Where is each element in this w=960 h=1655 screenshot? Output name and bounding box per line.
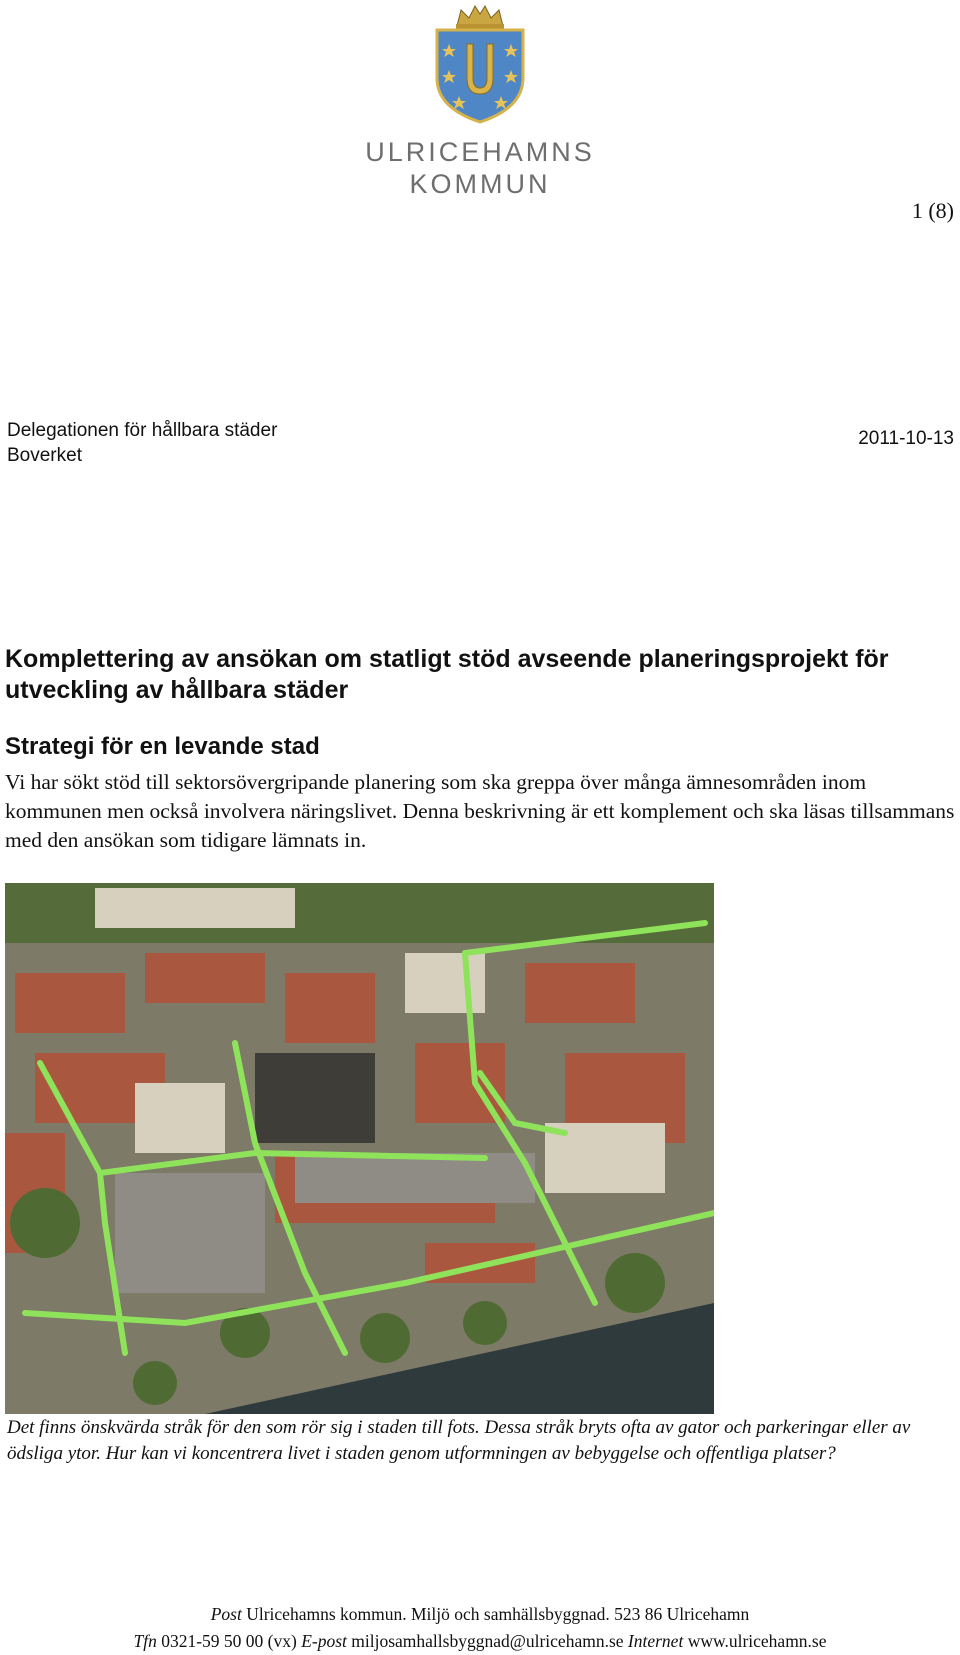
footer-post-label: Post — [210, 1604, 242, 1624]
footer-line-1 — [0, 1601, 960, 1628]
document-date: 2011-10-13 — [858, 428, 954, 449]
coat-of-arms-icon — [431, 0, 529, 124]
footer-post-text: Ulricehamns kommun. Miljö och samhällsbyggnad. 523 86 Ulricehamn — [246, 1604, 750, 1624]
intro-paragraph: Vi har sökt stöd till sektorsövergripande planering som ska greppa över många ämnesområden inom kommunen men också involvera näringslivet. Denna beskrivning är ett komplement och ska läsas tillsammans med den ansökan som tidigare lämnats in. — [5, 770, 955, 852]
footer-email-link[interactable]: miljosamhallsbyggnad@ulricehamn.se — [351, 1631, 624, 1651]
logo-line-2: KOMMUN — [409, 169, 551, 199]
recipient-line-1: Delegationen för hållbara städer — [7, 420, 278, 441]
footer-tfn-label: Tfn — [133, 1631, 157, 1651]
footer-email-label: E-post — [301, 1631, 347, 1651]
organization-logo-text — [330, 136, 630, 200]
aerial-town-photo — [5, 883, 714, 1414]
photo-caption: Det finns önskvärda stråk för den som rör sig i staden till fots. Dessa stråk bryts ofta av gator och parkeringar eller av ödsliga ytor. Hur kan vi koncentrera livet i staden genom utformningen av bebyggelse och offentliga platser? — [7, 1417, 911, 1464]
footer-web-link[interactable]: www.ulricehamn.se — [687, 1631, 827, 1651]
footer — [0, 1601, 960, 1655]
recipient-block — [7, 418, 277, 468]
footer-tfn-text: 0321-59 50 00 (vx) — [161, 1631, 297, 1651]
footer-web-label: Internet — [627, 1631, 684, 1651]
section-heading: Strategi för en levande stad — [5, 733, 320, 760]
footer-line-2 — [0, 1628, 960, 1655]
logo-line-1: ULRICEHAMNS — [365, 137, 595, 167]
page-number: 1 (8) — [911, 198, 954, 223]
document-title: Komplettering av ansökan om statligt stöd avseende planeringsprojekt för utveckling av hållbara städer — [5, 645, 889, 704]
recipient-line-2: Boverket — [7, 445, 82, 466]
